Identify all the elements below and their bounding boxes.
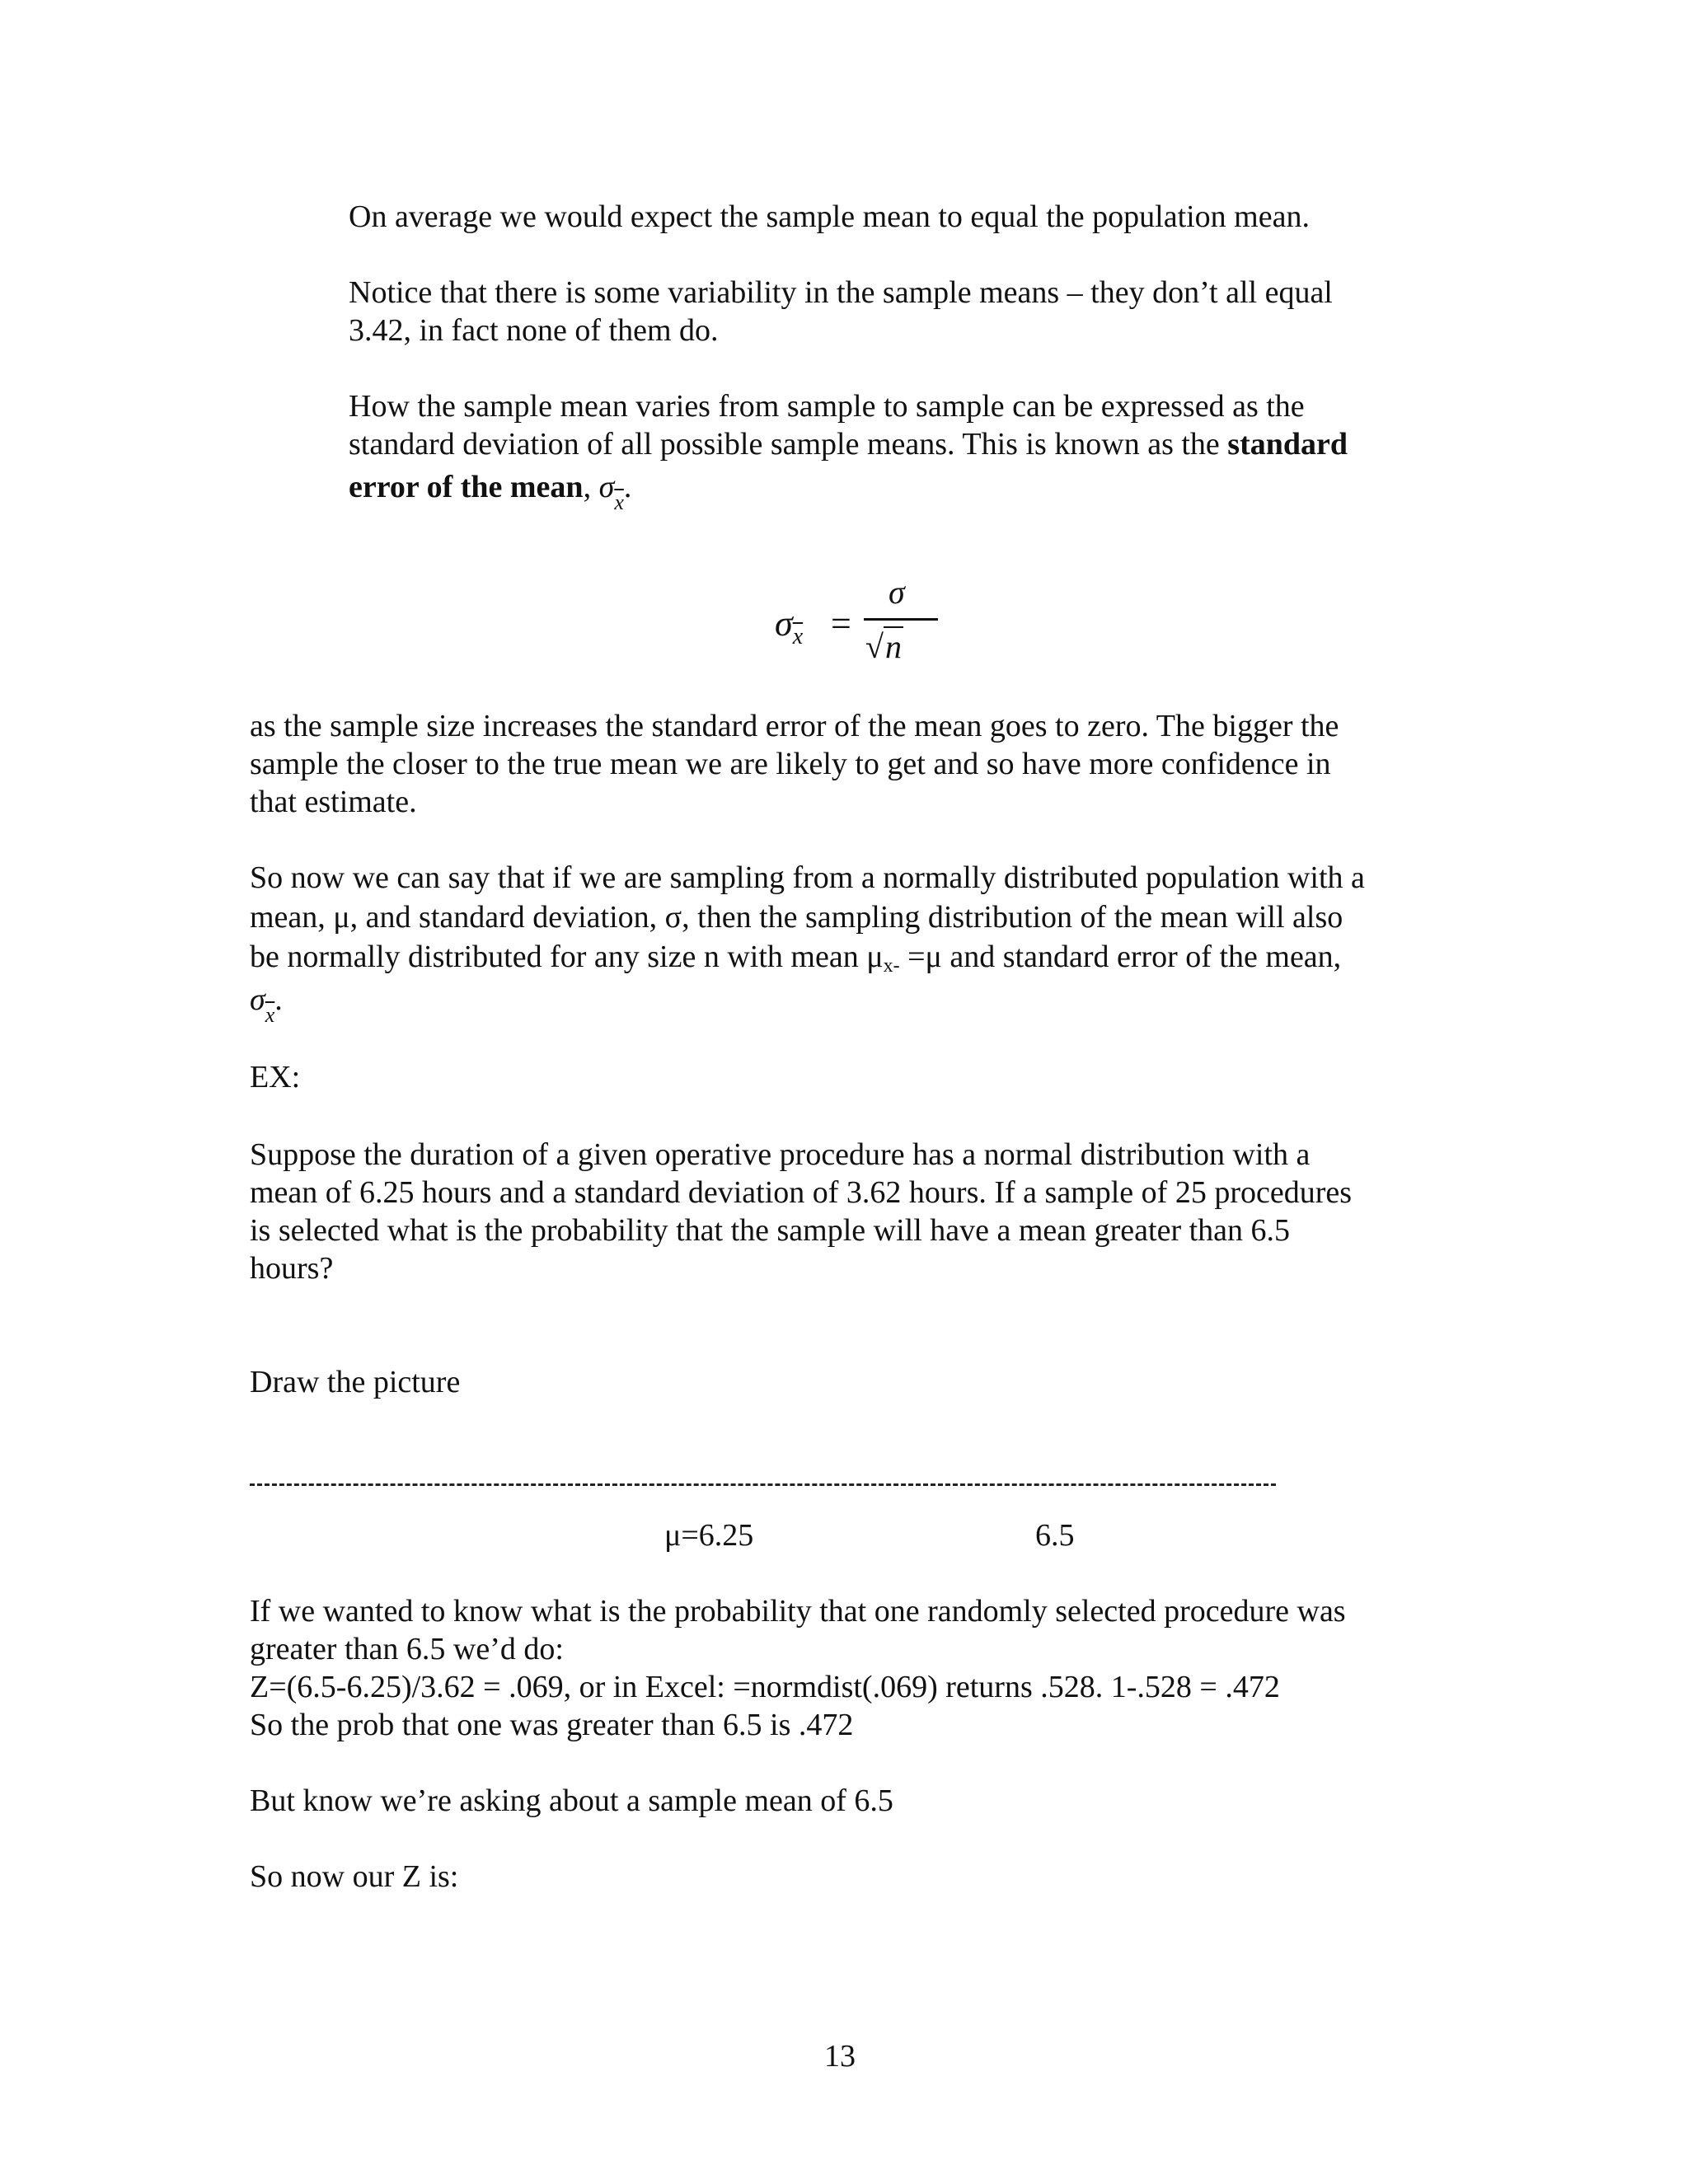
paragraph-sampling-line1: So now we can say that if we are sampling from a normally distributed population with a: [250, 860, 1365, 895]
paragraph-sample-mean: But know we’re asking about a sample mean of 6.5: [250, 1783, 893, 1818]
sigma-xbar-symbol: $\sigma_{\overline{x}}$: [598, 470, 624, 514]
paragraph-example-line4: hours?: [250, 1251, 334, 1286]
formula-equals: =: [831, 603, 851, 644]
paragraph-sampling-line3: be normally distributed for any size n with mean μx- =μ and standard error of the mean,: [250, 940, 1342, 977]
paragraph-example-line2: mean of 6.25 hours and a standard deviation of 3.62 hours. If a sample of 25 procedures: [250, 1175, 1353, 1210]
sqrt-symbol: √: [865, 628, 884, 665]
bold-term: error of the mean: [349, 470, 584, 504]
paragraph-sampling-line2: mean, μ, and standard deviation, σ, then the sampling distribution of the mean will also: [250, 900, 1343, 935]
paragraph-standard-error-line2: [349, 425, 1348, 463]
paragraph-sampling-line4: $\sigma_{\overline{x}}$.: [250, 982, 283, 1027]
bold-term: standard: [1227, 427, 1348, 462]
paragraph-example-line1: Suppose the duration of a given operative procedure has a normal distribution with a: [250, 1137, 1311, 1172]
paragraph-variability-line1: Notice that there is some variability in the sample means – they don’t all equal: [349, 275, 1333, 310]
paragraph-sample-size-line3: that estimate.: [250, 785, 417, 819]
formula-lhs: $\sigma_{\overline{x}}$: [775, 603, 804, 649]
example-label: EX:: [250, 1060, 301, 1094]
paragraph-single-line2: greater than 6.5 we’d do:: [250, 1632, 564, 1666]
fraction-bar: [864, 618, 938, 621]
paragraph-single-line4: So the prob that one was greater than 6.5 is .472: [250, 1708, 854, 1742]
paragraph-sample-size-line1: as the sample size increases the standard error of the mean goes to zero. The bigger the: [250, 709, 1339, 743]
formula-denominator: √n: [865, 628, 902, 665]
formula-numerator: σ: [889, 574, 905, 611]
paragraph-expectation: On average we would expect the sample mean to equal the population mean.: [349, 199, 1310, 234]
sigma-xbar-symbol: $\sigma_{\overline{x}}$: [250, 982, 275, 1027]
axis-dashed-line: [250, 1483, 1276, 1488]
paragraph-standard-error-line3: error of the mean, $\sigma_{\overline{x}}$.: [349, 470, 632, 514]
paragraph-z: So now our Z is:: [250, 1859, 459, 1894]
page-number: 13: [824, 2039, 856, 2074]
axis-label-mu: μ=6.25: [664, 1518, 754, 1553]
paragraph-example-line3: is selected what is the probability that the sample will have a mean greater than 6.5: [250, 1213, 1291, 1248]
paragraph-single-line1: If we wanted to know what is the probability that one randomly selected procedure was: [250, 1594, 1346, 1629]
paragraph-sample-size-line2: sample the closer to the true mean we are likely to get and so have more confidence in: [250, 747, 1331, 781]
draw-the-picture: Draw the picture: [250, 1365, 461, 1399]
paragraph-variability-line2: 3.42, in fact none of them do.: [349, 313, 719, 348]
standard-error-formula: [767, 569, 948, 676]
axis-label-value: 6.5: [1035, 1518, 1075, 1553]
text-run: standard deviation of all possible sample means. This is known as the: [349, 427, 1228, 462]
paragraph-standard-error-line1: How the sample mean varies from sample to sample can be expressed as the: [349, 389, 1305, 424]
paragraph-single-line3: Z=(6.5-6.25)/3.62 = .069, or in Excel: =normdist(.069) returns .528. 1-.528 = .472: [250, 1670, 1280, 1704]
text-run: ,: [583, 470, 599, 504]
